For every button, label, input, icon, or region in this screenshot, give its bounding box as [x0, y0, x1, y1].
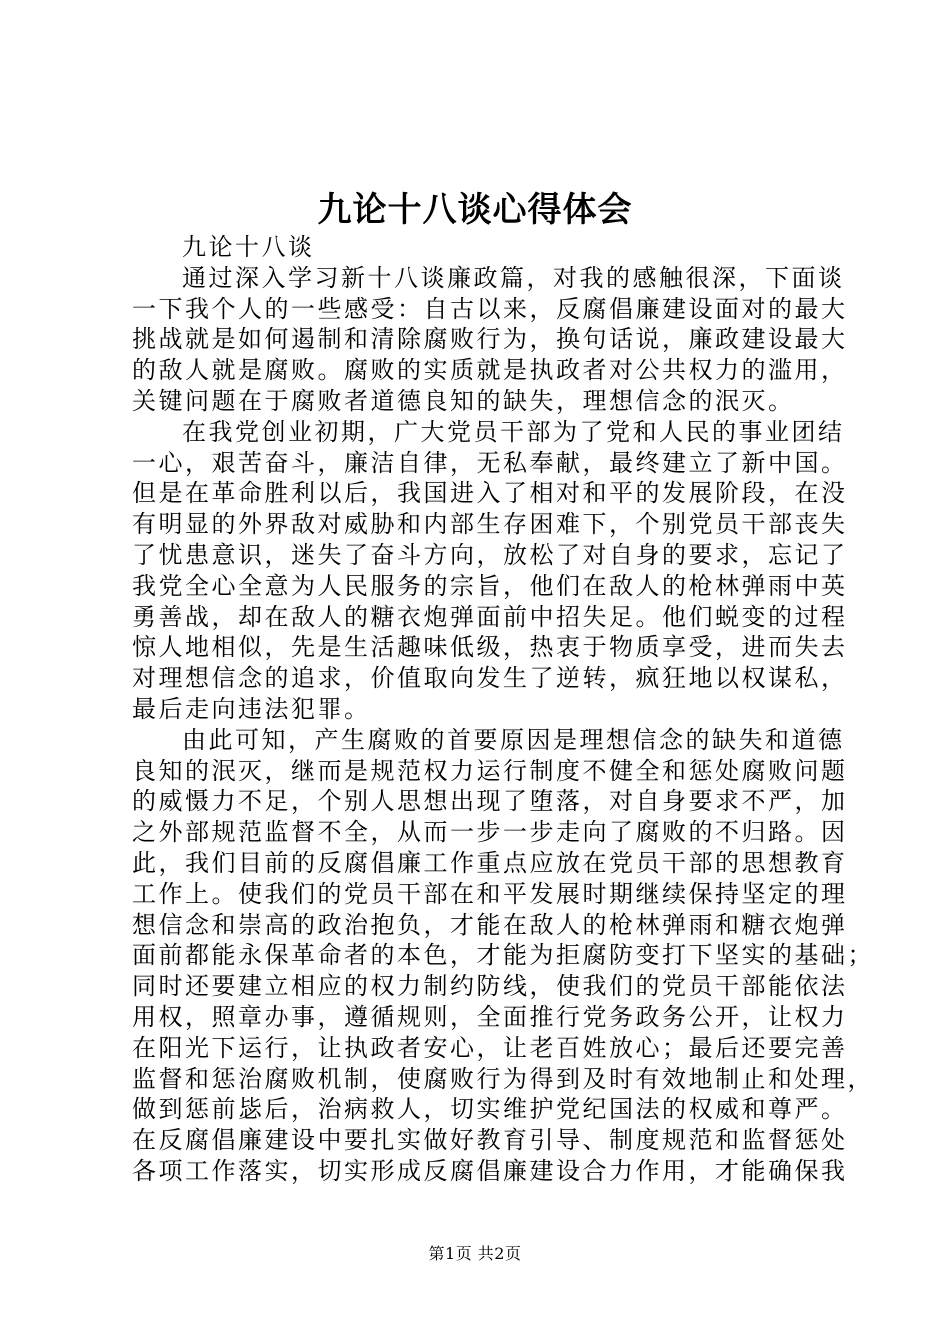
paragraph-line: 关键问题在于腐败者道德良知的缺失，理想信念的泯灭。 — [132, 386, 795, 415]
paragraph-line: 在反腐倡廉建设中要扎实做好教育引导、制度规范和监督惩处 — [132, 1126, 848, 1155]
paragraph-line: 通过深入学习新十八谈廉政篇，对我的感触很深，下面谈 — [182, 263, 845, 292]
paragraph-line: 的威慑力不足，个别人思想出现了堕落，对自身要求不严，加 — [132, 787, 848, 816]
paragraph-line: 对理想信念的追求，价值取向发生了逆转，疯狂地以权谋私， — [132, 664, 848, 693]
paragraph-line: 但是在革命胜利以后，我国进入了相对和平的发展阶段，在没 — [132, 479, 848, 508]
paragraph-line: 由此可知，产生腐败的首要原因是理想信念的缺失和道德 — [182, 725, 845, 754]
document-body — [132, 232, 874, 1187]
paragraph-line: 一下我个人的一些感受：自古以来，反腐倡廉建设面对的最大 — [132, 294, 848, 323]
paragraph-line: 做到惩前毖后，治病救人，切实维护党纪国法的权威和尊严。 — [132, 1095, 848, 1124]
paragraph-line: 工作上。使我们的党员干部在和平发展时期继续保持坚定的理 — [132, 879, 848, 908]
paragraph-line: 勇善战，却在敌人的糖衣炮弹面前中招失足。他们蜕变的过程 — [132, 602, 848, 631]
paragraph-line: 此，我们目前的反腐倡廉工作重点应放在党员干部的思想教育 — [132, 848, 848, 877]
paragraph-line: 一心，艰苦奋斗，廉洁自律，无私奉献，最终建立了新中国。 — [132, 448, 848, 477]
subtitle-line: 九论十八谈 — [182, 233, 315, 261]
paragraph-line: 监督和惩治腐败机制，使腐败行为得到及时有效地制止和处理， — [132, 1064, 874, 1093]
paragraph-line: 惊人地相似，先是生活趣味低级，热衷于物质享受，进而失去 — [132, 633, 848, 662]
paragraph-line: 了忧患意识，迷失了奋斗方向，放松了对自身的要求，忘记了 — [132, 540, 848, 569]
paragraph-line: 我党全心全意为人民服务的宗旨，他们在敌人的枪林弹雨中英 — [132, 571, 848, 600]
paragraph-line: 有明显的外界敌对威胁和内部生存困难下，个别党员干部丧失 — [132, 510, 848, 539]
paragraph-line: 良知的泯灭，继而是规范权力运行制度不健全和惩处腐败问题 — [132, 756, 848, 785]
paragraph-line: 用权，照章办事，遵循规则，全面推行党务政务公开，让权力 — [132, 1002, 848, 1031]
paragraph-line: 在我党创业初期，广大党员干部为了党和人民的事业团结 — [182, 417, 845, 446]
paragraph-line: 最后走向违法犯罪。 — [132, 694, 371, 723]
paragraph-line: 在阳光下运行，让执政者安心，让老百姓放心；最后还要完善 — [132, 1033, 848, 1062]
paragraph-line: 挑战就是如何遏制和清除腐败行为，换句话说，廉政建设最大 — [132, 325, 848, 354]
paragraph-line: 面前都能永保革命者的本色，才能为拒腐防变打下坚实的基础； — [132, 941, 874, 970]
paragraph-line: 之外部规范监督不全，从而一步一步走向了腐败的不归路。因 — [132, 818, 848, 847]
page-number-footer: 第1页 共2页 — [428, 1244, 522, 1263]
paragraph-line: 想信念和崇高的政治抱负，才能在敌人的枪林弹雨和糖衣炮弹 — [132, 910, 848, 939]
paragraph-line: 的敌人就是腐败。腐败的实质就是执政者对公共权力的滥用， — [132, 356, 848, 385]
paragraph-line: 各项工作落实，切实形成反腐倡廉建设合力作用，才能确保我 — [132, 1156, 848, 1185]
document-title: 九论十八谈心得体会 — [317, 190, 633, 230]
paragraph-line: 同时还要建立相应的权力制约防线，使我们的党员干部能依法 — [132, 972, 848, 1001]
